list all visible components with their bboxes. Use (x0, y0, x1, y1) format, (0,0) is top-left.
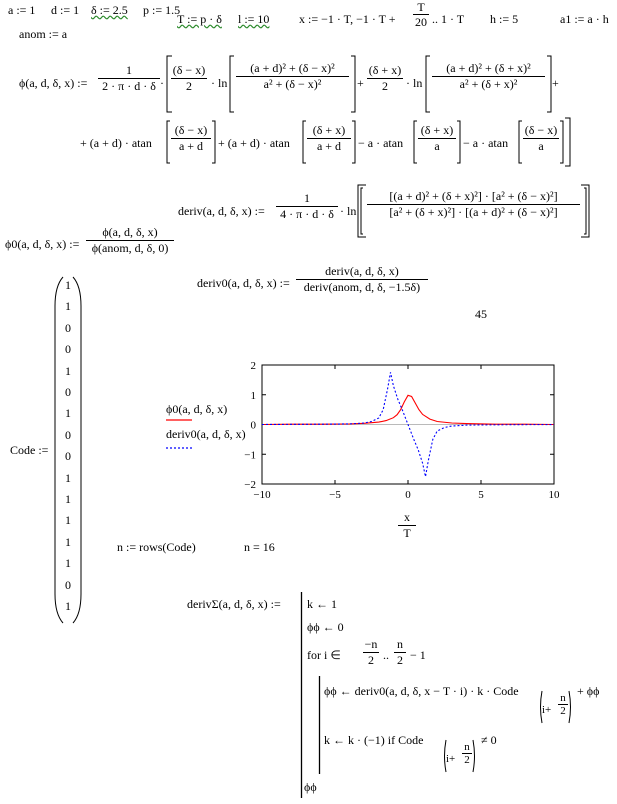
program-line-2: ϕϕ ← 0 (307, 620, 344, 634)
program-l3-range: .. (383, 648, 389, 662)
derivsigma-lhs[interactable]: derivΣ(a, d, δ, x) := (187, 597, 281, 611)
phi-at3-num: (δ + x) (418, 123, 456, 139)
phi-log1-bracket-right (350, 55, 356, 113)
n-def[interactable]: n := rows(Code) (117, 540, 196, 554)
phi-at2-bracket-right (351, 120, 356, 164)
phi-at2-den: a + d (316, 139, 342, 153)
phi-lhs[interactable]: ϕ(a, d, δ, x) := (19, 76, 88, 90)
deriv0-den: deriv(anom, d, δ, −1.5δ) (303, 280, 421, 294)
program-l3-frac2-den: 2 (397, 653, 403, 667)
phi-t1-den: 2 (186, 79, 192, 93)
phi-dot: · (160, 76, 164, 90)
phi-plus2: + (552, 76, 559, 90)
code-entry: 1 (65, 299, 71, 314)
phi-at4 (523, 123, 559, 154)
chart-xlabel-den: T (403, 526, 411, 540)
phi-big-bracket-right (564, 117, 572, 167)
y-tick-label: 0 (250, 419, 256, 432)
program-l3-frac1-den: 2 (368, 653, 374, 667)
code-entry: 0 (65, 342, 71, 357)
program-l4-sub: i+ (542, 704, 552, 716)
def-x[interactable]: x := −1 · T, −1 · T + (299, 12, 396, 26)
program-bar-outer (300, 592, 303, 798)
phi-at4-den: a (538, 139, 544, 153)
code-entry: 1 (65, 599, 71, 613)
x-tick-label: −5 (329, 489, 341, 501)
program-line-4: ϕϕ ← deriv0(a, d, δ, x − T · i) · k · Code (324, 684, 519, 698)
deriv0-lhs[interactable]: deriv0(a, d, δ, x) := (197, 276, 290, 290)
phi-coef-den: 2 · π · d · δ (102, 79, 156, 93)
legend-deriv0-label: deriv0(a, d, δ, x) (166, 427, 246, 441)
deriv-bracket-right (580, 184, 590, 238)
phi-t1-num: (δ − x) (172, 63, 206, 77)
phi-log1-den: a² + (δ − x)² (263, 77, 322, 91)
chart[interactable] (238, 358, 568, 506)
phi-ln1: · ln (211, 76, 228, 90)
phi-at1-den: a + d (178, 139, 204, 153)
program-l3-frac2-num: n (394, 637, 406, 653)
code-lhs[interactable]: Code := (10, 443, 49, 457)
program-l4-sub-frac-num: n (558, 692, 568, 705)
y-tick-label: 2 (250, 360, 256, 372)
phi-log2-num: (a + d)² + (δ + x)² (432, 61, 545, 77)
deriv0-frac (296, 264, 428, 295)
legend-phi0-swatch (166, 418, 192, 422)
phi-at2-num: (δ + x) (307, 123, 351, 139)
program-line-3: for i ∈ (307, 648, 341, 662)
deriv-bracket-left (357, 184, 367, 238)
code-entry: 0 (65, 577, 71, 592)
program-line-5: k ← k · (−1) if Code (324, 733, 424, 747)
program-l5-sub-frac-num: n (462, 741, 472, 754)
def-x-frac-den: 20 (415, 15, 427, 29)
code-entry: 1 (65, 492, 71, 506)
program-bar-inner (318, 676, 321, 774)
program-l5-sub-frac (462, 741, 472, 766)
phi-t2-num: (δ + x) (368, 63, 402, 77)
def-p[interactable]: p := 1.5 (143, 3, 181, 17)
program-l4-sub-frac-den: 2 (560, 705, 566, 717)
def-x-range: .. 1 · T (432, 12, 465, 26)
code-entry: 0 (65, 320, 71, 335)
phi-ln2: · ln (406, 76, 423, 90)
x-tick-label: 10 (548, 489, 560, 501)
program-l5-sub-frac-den: 2 (464, 754, 470, 766)
def-h[interactable]: h := 5 (490, 12, 519, 26)
code-entry: 1 (65, 278, 71, 292)
phi-line2-a: + (a + d) · atan (80, 136, 152, 150)
phi-t2-den: 2 (382, 79, 388, 93)
program-l5-end: ≠ 0 (481, 733, 497, 747)
phi-at3 (418, 123, 456, 154)
phi-at3-den: a (434, 139, 440, 153)
x-tick-label: 0 (405, 489, 411, 501)
def-T[interactable]: T := p · δ (177, 12, 222, 26)
y-tick-label: −2 (244, 479, 256, 491)
code-entry: 1 (65, 513, 71, 528)
x-tick-label: 5 (478, 489, 484, 501)
phi-log1-num: (a + d)² + (δ − x)² (236, 61, 349, 77)
code-entry: 1 (65, 556, 71, 571)
program-l4-sub-frac (558, 692, 568, 717)
deriv0-num: deriv(a, d, δ, x) (296, 264, 428, 280)
deriv-log-den: [a² + (δ + x)²] · [(a + d)² + (δ − x)²] (389, 205, 558, 219)
deriv-coef-den: 4 · π · d · δ (280, 207, 334, 221)
phi-log2-bracket-left (425, 55, 431, 113)
phi-log2-den: a² + (δ + x)² (459, 77, 518, 91)
def-d[interactable]: d := 1 (51, 3, 80, 17)
def-l[interactable]: l := 10 (238, 12, 270, 26)
phi-at1-bracket-right (211, 120, 216, 164)
y-tick-label: 1 (250, 389, 256, 402)
phi-at4-num: (δ − x) (524, 123, 558, 137)
program-line-6: ϕϕ (304, 780, 317, 794)
phi-t2 (367, 63, 403, 94)
phi-plus1: + (357, 76, 364, 90)
deriv-log-num: [(a + d)² + (δ + x)²] · [a² + (δ − x)²] (367, 189, 580, 205)
program-l3-end: − 1 (410, 648, 426, 662)
program-l3-frac2 (394, 637, 406, 668)
program-line-1: k ← 1 (307, 597, 337, 611)
n-result: n = 16 (244, 540, 275, 554)
deriv-ln: · ln (340, 204, 357, 218)
phi-at1 (171, 123, 211, 154)
phi-log1 (236, 61, 349, 92)
code-entry: 0 (65, 449, 71, 464)
phi-at1-num: (δ − x) (171, 123, 211, 139)
chart-xlabel-num: x (398, 510, 416, 526)
phi-line2-d: − a · atan (463, 136, 509, 150)
phi0-frac (86, 225, 174, 256)
def-x-fraction (413, 0, 429, 29)
code-entry: 1 (65, 406, 71, 421)
phi-coef (98, 63, 160, 94)
phi-at3-bracket-right (456, 120, 461, 164)
phi-line2-c: − a · atan (358, 136, 404, 150)
code-entry: 0 (65, 427, 71, 442)
stray-number: 45 (475, 307, 487, 321)
program-l5-sub: i+ (446, 753, 456, 765)
code-entry: 1 (65, 534, 71, 549)
code-paren-right (72, 276, 82, 624)
deriv-log (367, 189, 580, 220)
phi-log2 (432, 61, 545, 92)
y-tick-label: −1 (244, 449, 256, 462)
program-l5-paren-right (472, 739, 477, 773)
code-entry: 0 (65, 385, 71, 399)
phi0-lhs[interactable]: ϕ0(a, d, δ, x) := (5, 237, 80, 251)
phi0-den: ϕ(anom, d, δ, 0) (91, 241, 169, 255)
legend-deriv0-swatch (166, 446, 192, 450)
def-x-frac-num: T (413, 0, 429, 15)
phi-coef-num: 1 (98, 63, 160, 79)
phi-log1-bracket-left (229, 55, 235, 113)
code-entry: 1 (65, 470, 71, 485)
chart-xlabel (398, 510, 416, 541)
deriv-coef (276, 191, 338, 222)
code-entry: 1 (65, 363, 71, 378)
phi-line2-b: + (a + d) · atan (218, 136, 290, 150)
program-l4-end: + ϕϕ (577, 684, 600, 698)
program-l4-paren-right (568, 690, 573, 724)
deriv-lhs[interactable]: deriv(a, d, δ, x) := (178, 204, 265, 218)
def-delta[interactable]: δ := 2.5 (91, 3, 128, 17)
deriv-coef-num: 1 (276, 191, 338, 207)
program-l3-frac1-num: −n (364, 637, 378, 651)
series-line-0 (262, 395, 554, 424)
phi-t1 (171, 63, 207, 94)
phi0-num: ϕ(a, d, δ, x) (86, 225, 174, 241)
def-a[interactable]: a := 1 (8, 3, 36, 17)
def-a1[interactable]: a1 := a · h (560, 12, 609, 26)
def-anom[interactable]: anom := a (19, 27, 68, 41)
legend-phi0-label: ϕ0(a, d, δ, x) (166, 402, 228, 416)
program-l3-frac1 (363, 637, 379, 668)
x-tick-label: −10 (253, 489, 271, 501)
phi-at2 (307, 123, 351, 154)
